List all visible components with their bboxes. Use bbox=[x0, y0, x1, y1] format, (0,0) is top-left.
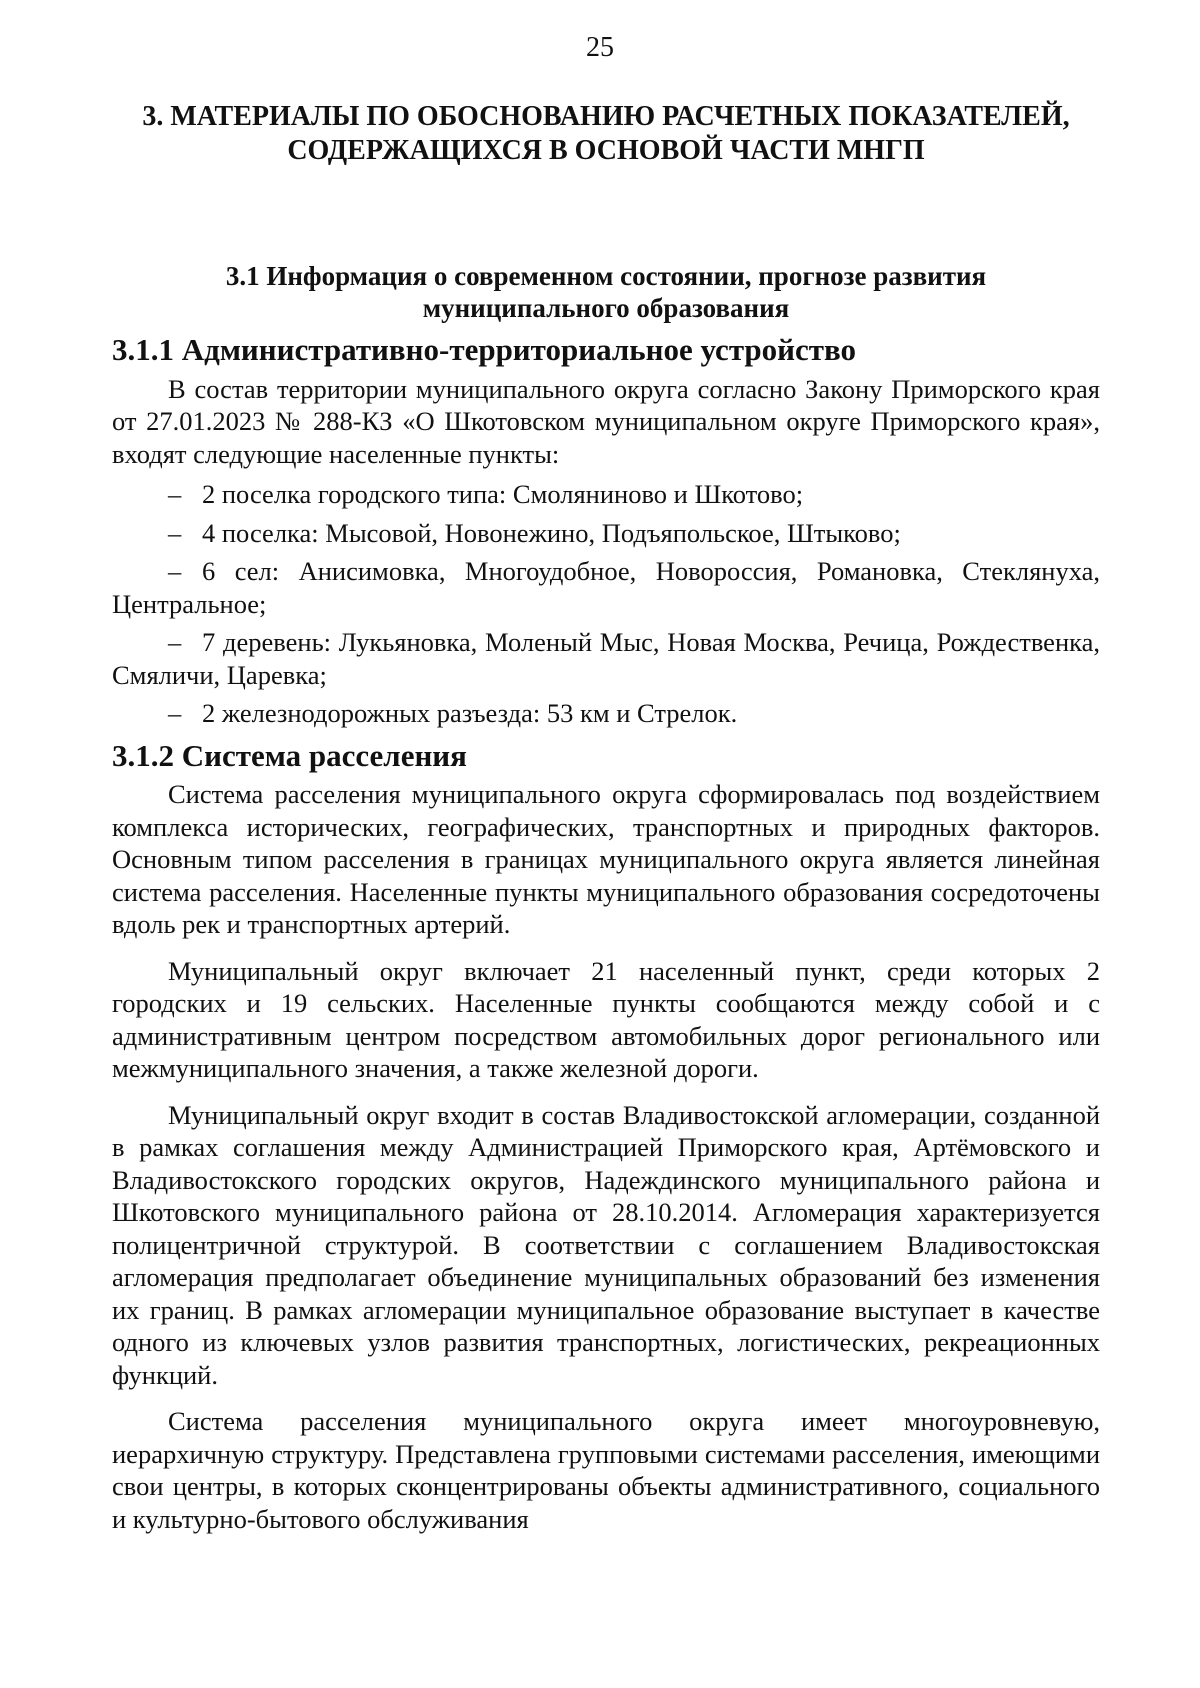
list-item-text: 7 деревень: Лукьяновка, Моленый Мыс, Новая Москва, Речица, Рождественка, Смяличи, Царевка; bbox=[112, 627, 1100, 690]
intro-paragraph: В состав территории муниципального округа согласно Закону Приморского края от 27.01.2023 № 288-КЗ «О Шкотовском муниципальном округе Приморского края», входят следующие населенные пункты: bbox=[112, 373, 1100, 469]
section-title-3-1 bbox=[112, 260, 1100, 324]
body-paragraph: Муниципальный округ входит в состав Владивостокской агломерации, созданной в рамках соглашения между Администрацией Приморского края, Артёмовского и Владивостокского городских округов, Надеждинского муниципального района и Шкотовского муниципального района от 28.10.2014. Агломерация характеризуется полицентричной структурой. В соответствии с соглашением Владивостокская агломерация предполагает объединение муниципальных образований без изменения их границ. В рамках агломерации муниципальное образование выступает в качестве одного из ключевых узлов развития транспортных, логистических, рекреационных функций. bbox=[112, 1099, 1100, 1390]
main-title-line-1: 3. МАТЕРИАЛЫ ПО ОБОСНОВАНИЮ РАСЧЕТНЫХ ПОКАЗАТЕЛЕЙ, bbox=[142, 101, 1070, 132]
page-number: 25 bbox=[586, 32, 614, 63]
dash-marker: – bbox=[168, 698, 182, 728]
list-item bbox=[112, 478, 1100, 511]
list-item bbox=[112, 517, 1100, 550]
main-title-line-2: СОДЕРЖАЩИХСЯ В ОСНОВОЙ ЧАСТИ МНГП bbox=[287, 135, 925, 166]
dash-marker: – bbox=[168, 627, 182, 657]
dash-marker: – bbox=[168, 556, 182, 586]
body-paragraph: Система расселения муниципального округа имеет многоуровневую, иерархичную структуру. Представлена групповыми системами расселения, имеющими свои центры, в которых сконцентрированы объекты административного, социального и культурно-бытового обслуживания bbox=[112, 1406, 1100, 1534]
subsection-title-3-1-1: 3.1.1 Административно-территориальное устройство bbox=[112, 332, 857, 367]
list-item bbox=[112, 555, 1100, 620]
list-item-text: 2 поселка городского типа: Смоляниново и Шкотово; bbox=[202, 479, 804, 509]
dash-marker: – bbox=[168, 517, 182, 548]
document-content bbox=[112, 100, 1100, 1543]
list-item bbox=[112, 626, 1100, 691]
body-paragraph: Система расселения муниципального округа сформировалась под воздействием комплекса исторических, географических, транспортных и природных факторов. Основным типом расселения в границах муниципального округа является линейная система расселения. Населенные пункты муниципального образования сосредоточены вдоль рек и транспортных артерий. bbox=[112, 779, 1100, 939]
dash-marker: – bbox=[168, 479, 182, 509]
list-item-text: 2 железнодорожных разъезда: 53 км и Стрелок. bbox=[202, 698, 738, 728]
body-paragraph: Муниципальный округ включает 21 населенный пункт, среди которых 2 городских и 19 сельских. Населенные пункты сообщаются между собой и с административным центром посредством автомобильных дорог регионального или межмуниципального значения, а также железной дороги. bbox=[112, 955, 1100, 1083]
section-title-line-1: 3.1 Информация о современном состоянии, прогнозе развития bbox=[225, 261, 987, 291]
subsection-title-3-1-2: 3.1.2 Система расселения bbox=[112, 737, 467, 773]
list-item-text: 4 поселка: Мысовой, Новонежино, Подъяпольское, Штыково; bbox=[202, 517, 901, 548]
list-item-text: 6 сел: Анисимовка, Многоудобное, Новороссия, Романовка, Стеклянуха, Центральное; bbox=[112, 556, 1100, 619]
section-title-line-2: муниципального образования bbox=[422, 293, 790, 323]
list-item bbox=[112, 697, 1100, 730]
main-title bbox=[112, 100, 1100, 168]
